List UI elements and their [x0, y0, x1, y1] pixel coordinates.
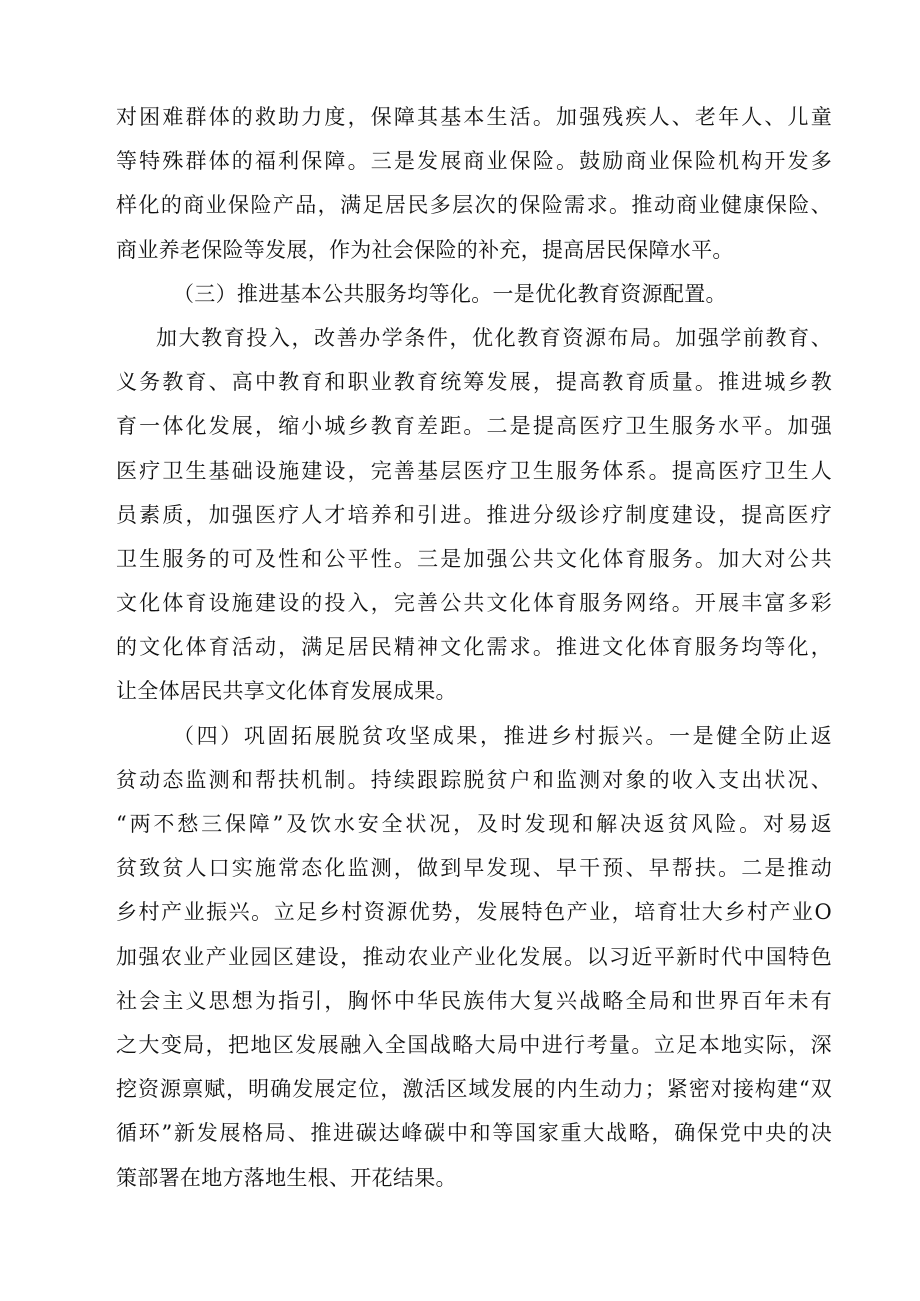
- text-line: 挖资源禀赋，明确发展定位，激活区域发展的内生动力；紧密对接构建“双: [116, 1077, 832, 1102]
- text-line: 卫生服务的可及性和公平性。三是加强公共文化体育服务。加大对公共: [116, 546, 832, 571]
- text-line: 社会主义思想为指引，胸怀中华民族伟大复兴战略全局和世界百年未有: [116, 988, 832, 1013]
- text-line: 贫动态监测和帮扶机制。持续跟踪脱贫户和监测对象的收入支出状况、: [116, 767, 832, 792]
- text-line: 对困难群体的救助力度，保障其基本生活。加强残疾人、老年人、儿童: [116, 105, 832, 129]
- text-line: 加大教育投入，改善办学条件，优化教育资源布局。加强学前教育、: [156, 325, 832, 350]
- text-line: 循环”新发展格局、推进碳达峰碳中和等国家重大战略，确保党中央的决: [116, 1121, 832, 1146]
- text-line: 义务教育、高中教育和职业教育统筹发展，提高教育质量。推进城乡教: [116, 370, 832, 395]
- text-line: 乡村产业振兴。立足乡村资源优势，发展特色产业，培育壮大乡村产业O: [116, 900, 832, 925]
- text-line: 让全体居民共享文化体育发展成果。: [116, 679, 457, 704]
- text-line: 样化的商业保险产品，满足居民多层次的保险需求。推动商业健康保险、: [116, 193, 832, 218]
- text-line: 策部署在地方落地生根、开花结果。: [116, 1165, 457, 1190]
- text-line: 的文化体育活动，满足居民精神文化需求。推进文化体育服务均等化，: [116, 635, 832, 660]
- text-line: 员素质，加强医疗人才培养和引进。推进分级诊疗制度建设，提高医疗: [116, 502, 832, 527]
- text-line: 育一体化发展，缩小城乡教育差距。二是提高医疗卫生服务水平。加强: [116, 414, 832, 439]
- text-line: 文化体育设施建设的投入，完善公共文化体育服务网络。开展丰富多彩: [116, 591, 832, 616]
- section-heading-4: （四）巩固拓展脱贫攻坚成果，推进乡村振兴。一是健全防止返: [173, 723, 832, 748]
- text-line: 商业养老保险等发展，作为社会保险的补充，提高居民保障水平。: [116, 237, 734, 262]
- text-line: 等特殊群体的福利保障。三是发展商业保险。鼓励商业保险机构开发多: [116, 149, 832, 174]
- text-line: 之大变局，把地区发展融入全国战略大局中进行考量。立足本地实际，深: [116, 1032, 832, 1057]
- text-line: 贫致贫人口实施常态化监测，做到早发现、早干预、早帮扶。二是推动: [116, 856, 832, 881]
- text-line: 医疗卫生基础设施建设，完善基层医疗卫生服务体系。提高医疗卫生人: [116, 458, 832, 483]
- section-heading-3: （三）推进基本公共服务均等化。一是优化教育资源配置。: [173, 281, 727, 306]
- text-line: 加强农业产业园区建设，推动农业产业化发展。以习近平新时代中国特色: [116, 944, 832, 969]
- text-line: “两不愁三保障”及饮水安全状况，及时发现和解决返贫风险。对易返: [116, 812, 832, 836]
- body-text: [116, 95, 832, 1200]
